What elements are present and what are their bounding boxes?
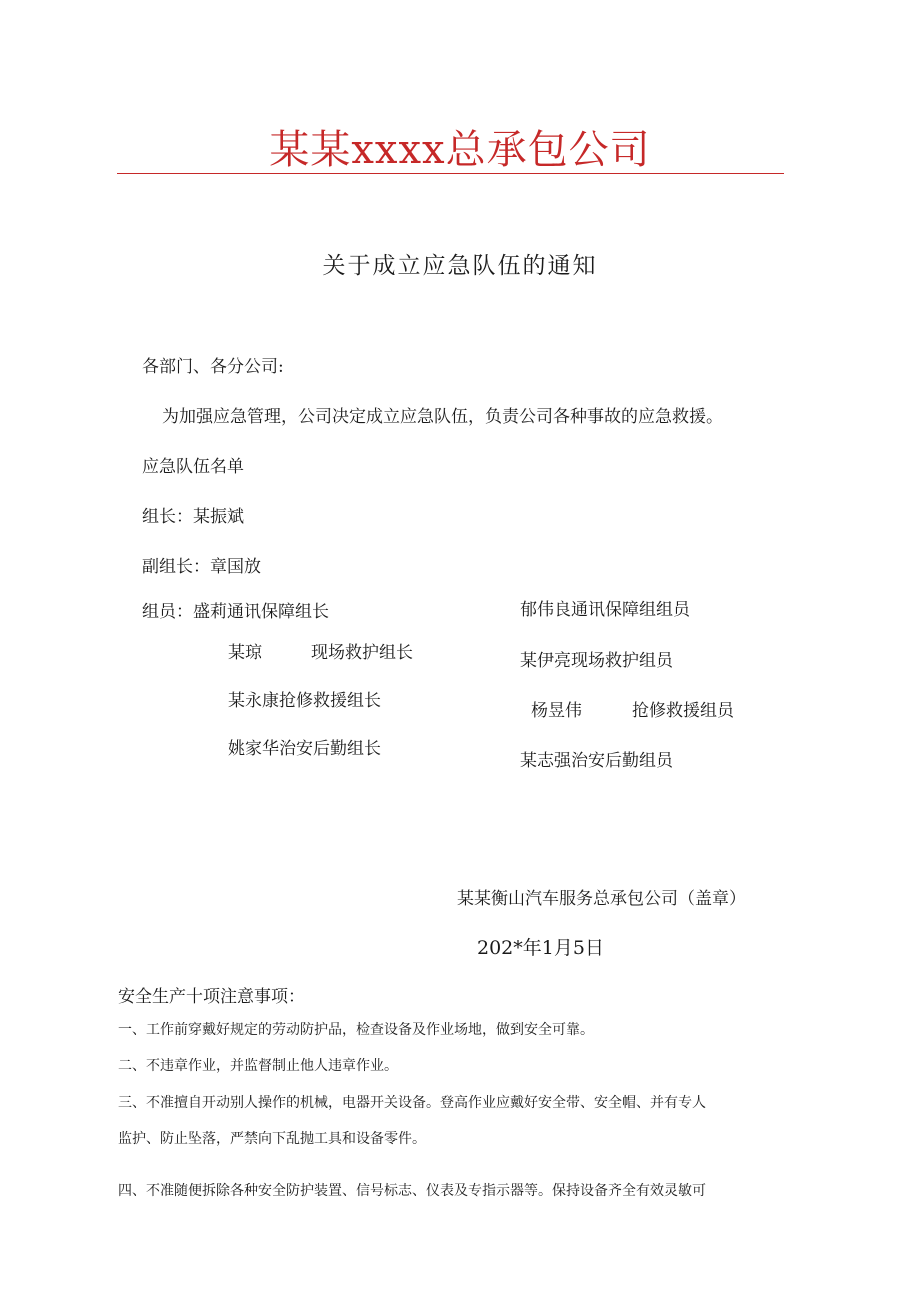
safety-heading: 安全生产十项注意事项： <box>118 987 305 1007</box>
member-name: 某志强 <box>520 751 571 771</box>
safety-item-2: 二、不违章作业，并监督制止他人违章作业。 <box>118 1058 398 1074</box>
member-name: 某琼 <box>228 643 262 663</box>
member-right-1 <box>520 598 690 622</box>
signature: 某某衡山汽车服务总承包公司（盖章） <box>457 889 746 909</box>
member-name: 盛莉 <box>193 602 227 622</box>
member-right-2 <box>520 649 673 673</box>
salutation: 各部门、各分公司: <box>142 357 284 377</box>
member-role: 现场救护组长 <box>311 643 413 663</box>
member-name: 某伊亮 <box>520 651 571 671</box>
notice-body: 为加强应急管理，公司决定成立应急队伍，负责公司各种事故的应急救援。 <box>162 407 723 427</box>
member-name: 姚家华 <box>228 739 279 759</box>
member-name: 某永康 <box>228 691 279 711</box>
member-left-4 <box>228 737 381 761</box>
member-role: 治安后勤组长 <box>279 739 381 759</box>
notice-title: 关于成立应急队伍的通知 <box>322 253 598 279</box>
member-role: 抢修救援组长 <box>279 691 381 711</box>
safety-item-1: 一、工作前穿戴好规定的劳动防护品，检查设备及作业场地，做到安全可靠。 <box>118 1022 594 1038</box>
member-left-3 <box>228 689 381 713</box>
list-heading: 应急队伍名单 <box>142 457 244 477</box>
letterhead-company: 某某xxxx总承包公司 <box>269 127 651 173</box>
member-right-4 <box>520 749 673 773</box>
member-name: 郁伟良 <box>520 600 571 620</box>
date: 202*年1月5日 <box>477 937 604 959</box>
safety-item-3-cont: 监护、防止坠落，严禁向下乱抛工具和设备零件。 <box>118 1131 426 1147</box>
member-left-2 <box>228 641 413 665</box>
member-role: 治安后勤组员 <box>571 751 673 771</box>
member-role: 抢修救援组员 <box>632 701 734 721</box>
team-leader: 组长：某振斌 <box>142 507 244 527</box>
safety-item-3: 三、不准擅自开动别人操作的机械，电器开关设备。登高作业应戴好安全带、安全帽、并有专人 <box>118 1095 706 1111</box>
member-role: 通讯保障组长 <box>227 602 329 622</box>
member-role: 现场救护组员 <box>571 651 673 671</box>
safety-item-4: 四、不准随便拆除各种安全防护装置、信号标志、仪表及专指示器等。保持设备齐全有效灵敏可 <box>118 1183 706 1199</box>
letterhead-red-rule <box>117 173 784 174</box>
member-right-3 <box>531 699 734 723</box>
deputy-leader: 副组长：章国放 <box>142 557 261 577</box>
member-name: 杨昱伟 <box>531 701 582 721</box>
member-role: 通讯保障组组员 <box>571 600 690 620</box>
members-label: 组员： <box>142 602 193 622</box>
member-left-1 <box>142 600 329 624</box>
